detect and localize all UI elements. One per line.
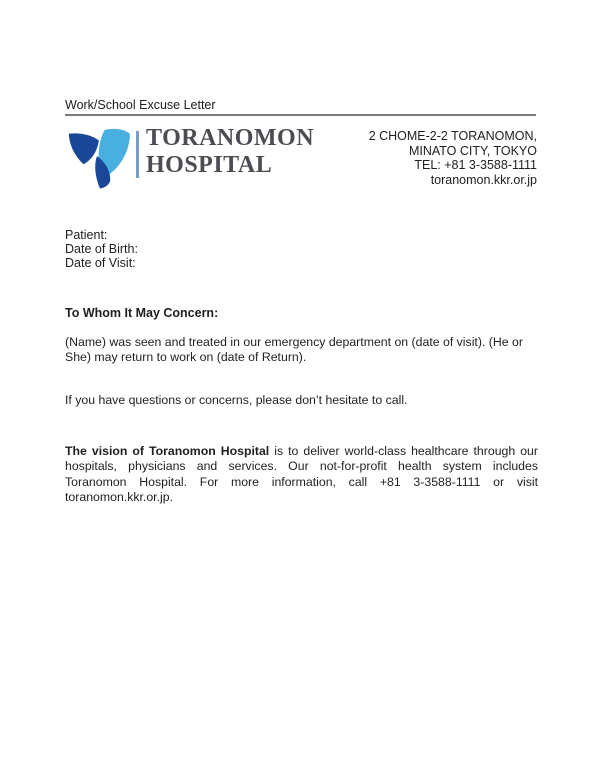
- vision-text: is to deliver world-class healthcare through our hospitals, physicians and services. Our not-for-profit health system includes Toranomon Hospital. For more information, call +81 3-3588-1111 or visit toranomon.kkr.or.jp.: [65, 444, 538, 505]
- hospital-name: [146, 125, 314, 179]
- vision-lead-bold: The vision of Toranomon Hospital: [65, 444, 270, 458]
- hospital-name-line1: TORANOMON: [146, 125, 315, 151]
- body-paragraph-1: (Name) was seen and treated in our emergency department on (date of visit). (He or She) may return to work on (date of Return).: [65, 335, 523, 365]
- logo-petal-left: [69, 133, 99, 164]
- address-line-street: 2 CHOME-2-2 TORANOMON,: [368, 129, 537, 143]
- date-of-birth-field-label: Date of Birth:: [65, 241, 138, 256]
- address-line-city: MINATO CITY, TOKYO: [408, 143, 537, 158]
- document-title: Work/School Excuse Letter: [65, 98, 216, 112]
- address-line-phone: TEL: +81 3-3588-1111: [414, 158, 537, 173]
- salutation: To Whom It May Concern:: [65, 306, 219, 320]
- title-rule: [65, 114, 536, 116]
- patient-field-label: Patient:: [65, 228, 108, 242]
- patient-info: [65, 229, 138, 270]
- address-line-website: toranomon.kkr.or.jp: [430, 172, 537, 187]
- hospital-address: [369, 129, 537, 187]
- vision-paragraph: [65, 444, 538, 506]
- hospital-logo-icon: [62, 127, 132, 189]
- logo-text-divider: [136, 131, 139, 178]
- date-of-visit-field-label: Date of Visit:: [65, 255, 136, 270]
- hospital-name-line2: HOSPITAL: [146, 152, 273, 178]
- body-paragraph-2: If you have questions or concerns, please don’t hesitate to call.: [65, 393, 408, 407]
